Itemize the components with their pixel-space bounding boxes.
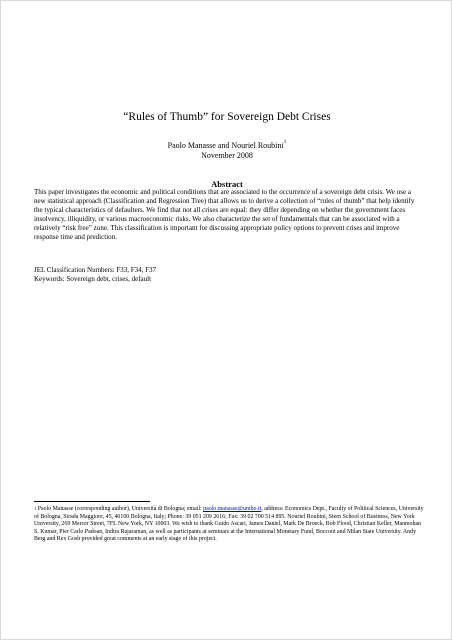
paper-title: “Rules of Thumb” for Sovereign Debt Crises	[123, 111, 331, 123]
author-names: Paolo Manasse and Nouriel Roubini	[167, 141, 284, 150]
abstract-text: This paper investigates the economic and political conditions that are associated to the occurrence of a sovereign debt crisis. We use a new statistical approach (Classification and Regression Tree) that allows us to derive a collection of “rules of thumb” that help identify the typical characteristics of defaulters. We find that not all crises are equal: they differ depending on whether the government faces insolvency, illiquidity, or various macroeconomic risks. We also characterize the set of fundamentals that can be associated with a relatively “risk free” zone. This classification is important for discussing appropriate policy options to prevent crises and improve response time and prediction.	[34, 188, 415, 241]
author-footnote-marker: 1	[283, 139, 287, 145]
jel-classification: JEL Classification Numbers: F33, F34, F37	[34, 266, 157, 274]
paper-date: November 2008	[201, 151, 253, 160]
footnote-text-start: Paolo Manasse (corresponding author), Università di Bologna; email:	[37, 506, 204, 512]
footnote-divider	[34, 501, 150, 502]
author-line	[1, 141, 452, 150]
footnote-marker: 1	[34, 506, 37, 511]
footnote-email-link[interactable]: paolo.manasse@unibo.it	[203, 506, 262, 512]
keywords-line: Keywords: Sovereign debt, crises, default	[34, 275, 152, 283]
footnote-text-rest: , address: Economics Dept., Faculty of Political Sciences, University of Bologna, Strada Maggiore, 45, 40100 Bologna, Italy; Phone: 39 051 209 2616; Fax: 39 02 700 514 895. Nouriel Roubini, Stern School of Business, New York University, 269 Mercer Street, 7FL New York, NY 10003. We wish to thank Guido Ascari, James Daniel, Mark De Broeck, Bob Flood, Christian Keller, Manmohan S. Kumar, Pier Carlo Padoan, Indira Rajaraman, as well as participants at seminars at the International Monetary Fund, Bocconi and Milan State University. Andy Berg and Rex Gosh provided great comments at an early stage of this project.	[34, 506, 424, 543]
footnote	[34, 506, 424, 544]
abstract-heading: Abstract	[211, 179, 243, 189]
